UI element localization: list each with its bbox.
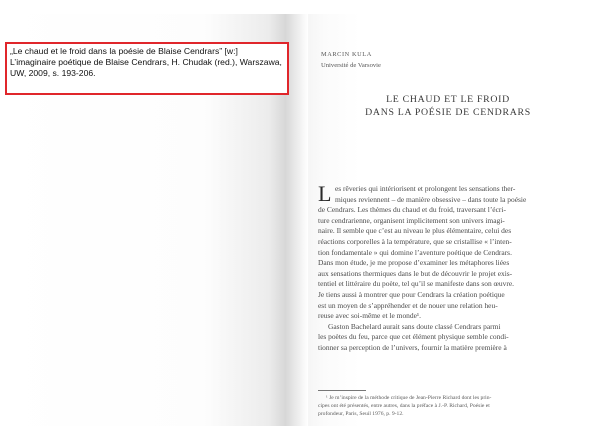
body-line: Dans mon étude, je me propose d’examiner les métaphores liées	[318, 258, 510, 268]
body-line: tion fondamentale » qui domine l’aventure poétique de Cendrars.	[318, 247, 512, 257]
citation-line-3: UW, 2009, s. 193-206.	[10, 68, 96, 79]
body-line: tionner sa perception de l’univers, fournir la matière première à	[318, 342, 507, 352]
body-line: ture cendrarienne, organisent implicitement son univers imagi-	[318, 215, 505, 225]
body-line: réactions corporelles à la température, que se cristallise « l’inten-	[318, 236, 512, 246]
book-gutter	[286, 14, 308, 426]
body-line: Gaston Bachelard aurait sans doute classé Cendrars parmi	[328, 321, 501, 331]
citation-line-1: „Le chaud et le froid dans la poésie de Blaise Cendrars” [w:]	[10, 46, 238, 56]
body-line: les poètes du feu, parce que cet élément physique semble condi-	[318, 332, 509, 342]
footnote-line: ¹ Je m’inspire de la méthode critique de Jean-Pierre Richard dont les prin-	[326, 395, 492, 401]
author-affiliation: Université de Varsovie	[321, 62, 381, 69]
body-line: naire. Il semble que c’est au niveau le plus élémentaire, celui des	[318, 226, 512, 236]
footnote-line: cipes ont été présentés, entre autres, dans la préface à J.-P. Richard, Poésie et	[318, 403, 490, 410]
body-line: tentiel et littéraire du poète, tel qu’il se manifeste dans son œuvre.	[318, 279, 514, 289]
drop-cap-letter: L	[318, 181, 332, 206]
body-line: est un moyen de s’appréhender et de nouer une relation heu-	[318, 300, 498, 310]
body-line: aux sensations thermiques dans le but de découvrir le projet exis-	[318, 268, 513, 278]
body-line: miques reviennent – de manière obsessive – dans toute la poésie	[335, 194, 527, 204]
body-line: es rêveries qui intériorisent et prolongent les sensations ther-	[335, 184, 516, 193]
article-body	[318, 181, 571, 354]
footnote-line: profondeur, Paris, Seuil 1976, p. 9-12.	[318, 411, 404, 418]
author-name: MARCIN KULA	[321, 51, 372, 58]
article-title-line-1: LE CHAUD ET LE FROID	[386, 94, 510, 105]
citation-line-2: L’imaginaire poétique de Blaise Cendrars, H. Chudak (red.), Warszawa,	[10, 57, 282, 68]
body-line: de Cendrars. Les thèmes du chaud et du froid, traversant l’écri-	[318, 205, 506, 215]
footnote-separator	[318, 390, 366, 391]
article-title-line-2: DANS LA POÉSIE DE CENDRARS	[365, 107, 531, 118]
body-line: Je tiens aussi à montrer que pour Cendrars la création poétique	[318, 289, 505, 299]
citation-annotation-box	[5, 42, 289, 95]
body-line: reuse avec soi-même et le monde¹.	[318, 311, 422, 321]
footnotes	[318, 394, 573, 419]
